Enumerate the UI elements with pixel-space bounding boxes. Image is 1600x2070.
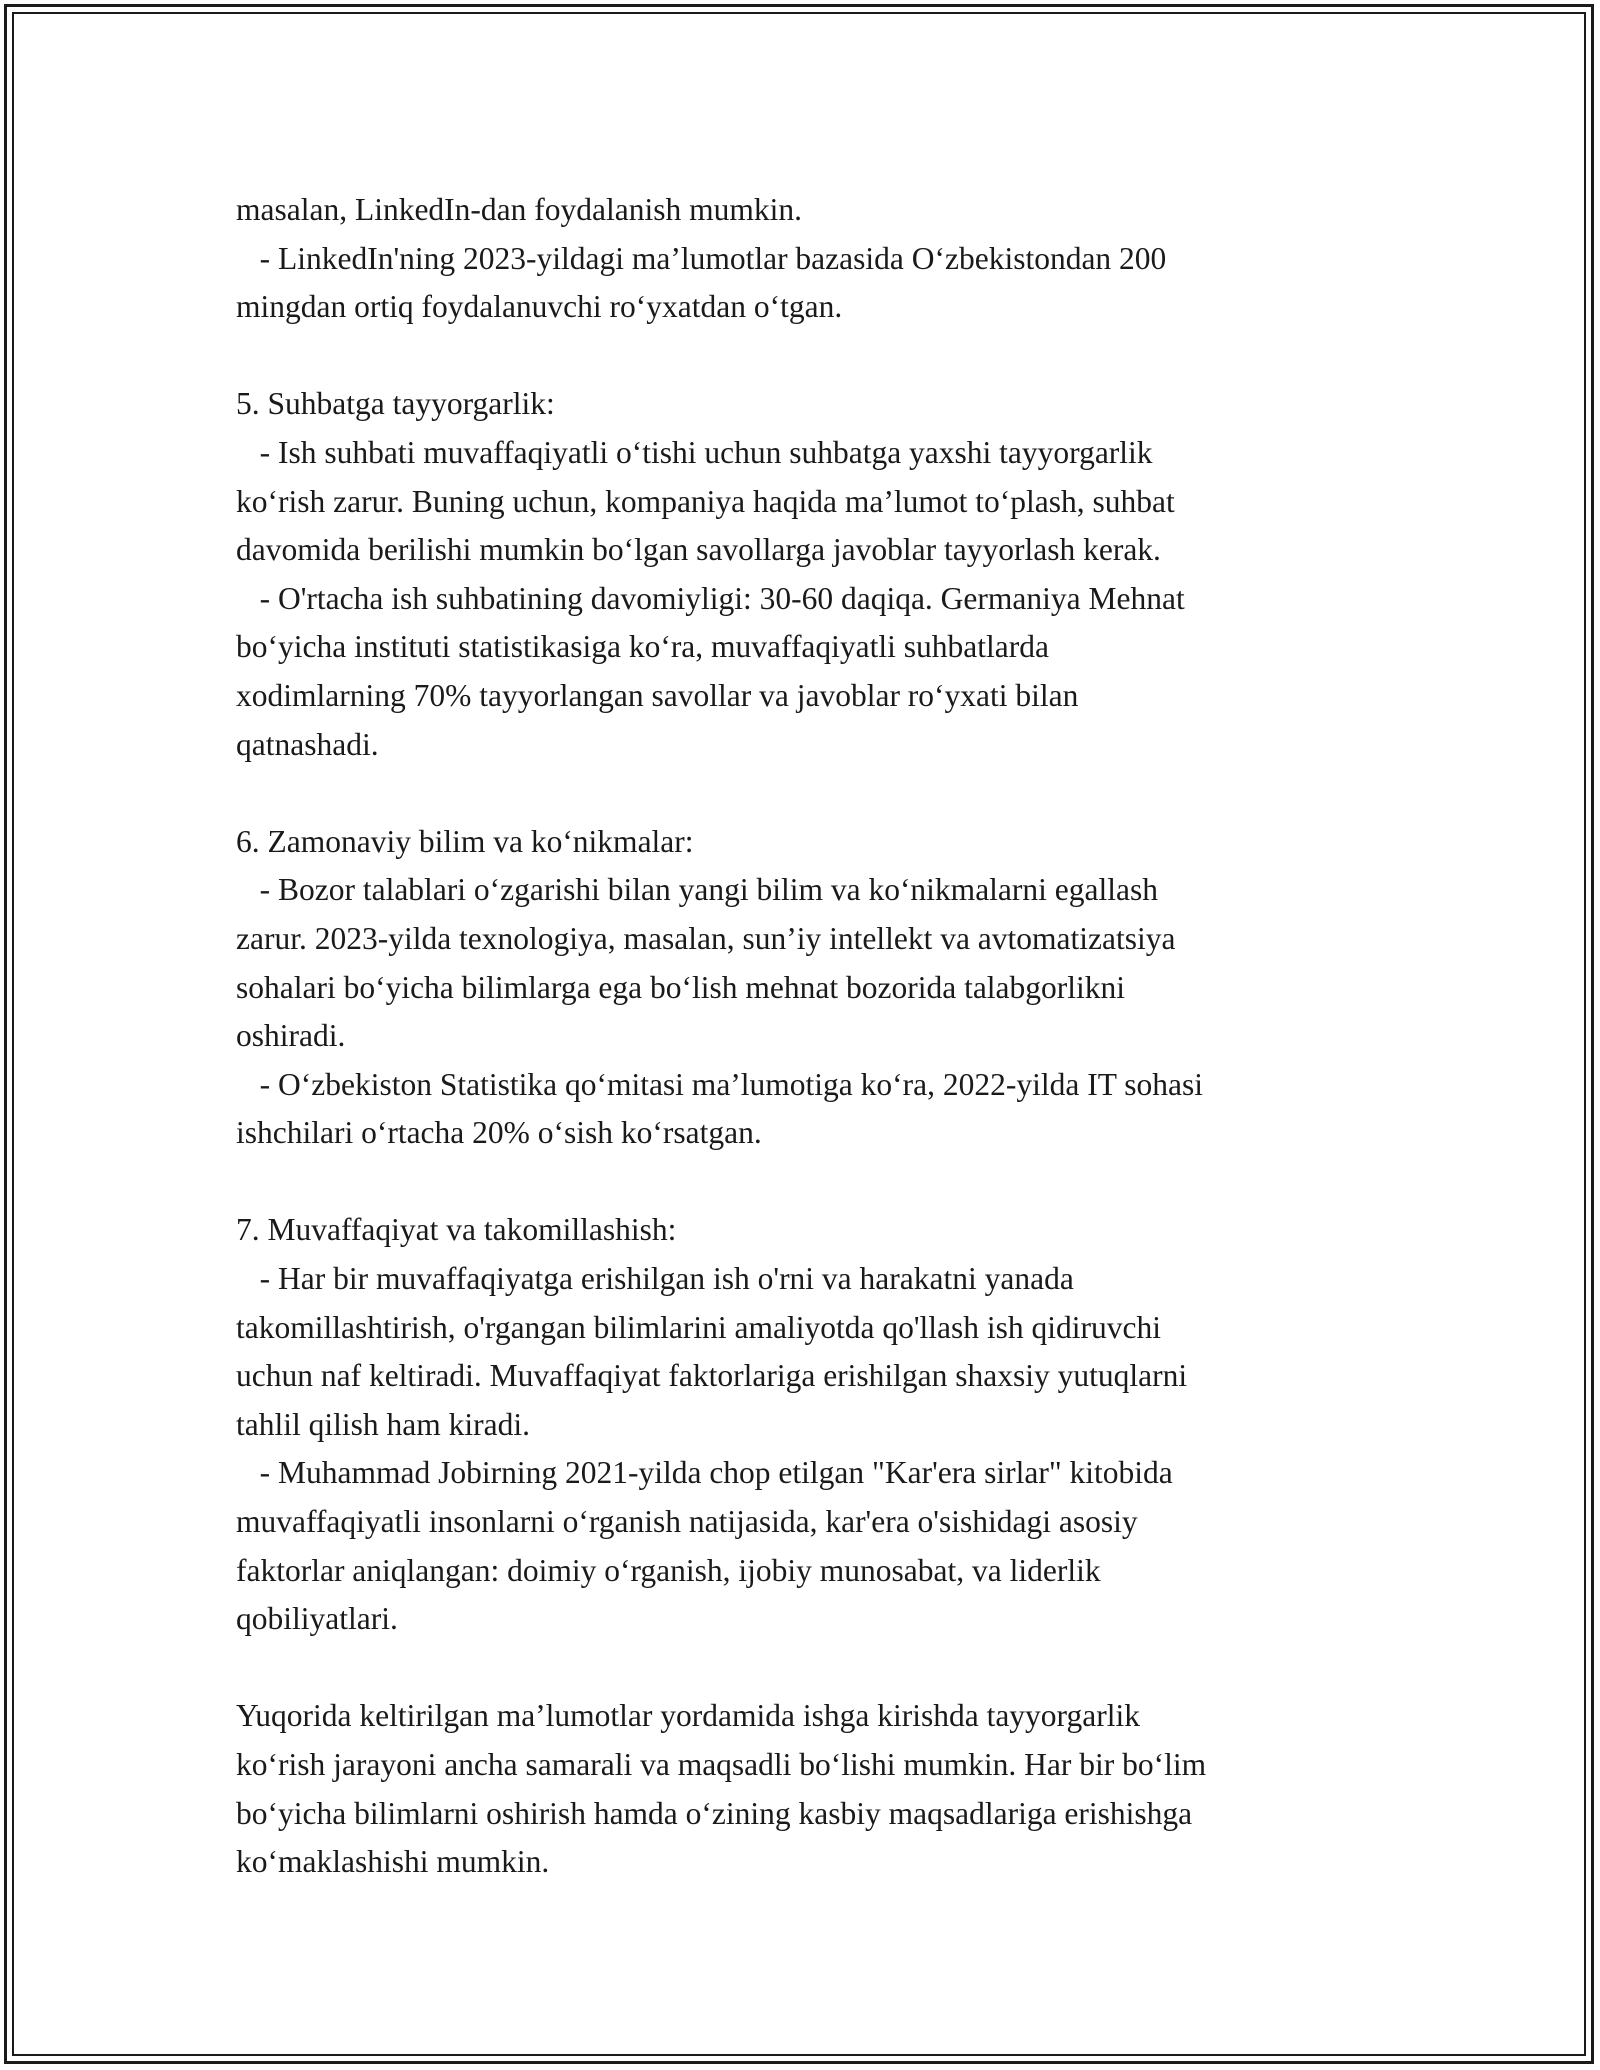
text-line: faktorlar aniqlangan: doimiy o‘rganish, ijobiy munosabat, va liderlik <box>236 1552 1101 1588</box>
text-line: ishchilari o‘rtacha 20% o‘sish ko‘rsatgan. <box>236 1115 762 1151</box>
text-line: - Ish suhbati muvaffaqiyatli o‘tishi uchun suhbatga yaxshi tayyorgarlik <box>236 434 1153 470</box>
text-line: - LinkedIn'ning 2023-yildagi ma’lumotlar bazasida O‘zbekistondan 200 <box>236 240 1167 276</box>
section-heading: 7. Muvaffaqiyat va takomillashish: <box>236 1212 677 1248</box>
text-line: ko‘maklashishi mumkin. <box>236 1844 550 1880</box>
section-heading: 5. Suhbatga tayyorgarlik: <box>236 386 555 422</box>
paragraph-gap <box>236 332 1386 381</box>
text-line: xodimlarning 70% tayyorlangan savollar va javoblar ro‘yxati bilan <box>236 677 1079 713</box>
text-line: bo‘yicha instituti statistikasiga ko‘ra, muvaffaqiyatli suhbatlarda <box>236 629 1049 665</box>
text-line: - Har bir muvaffaqiyatga erishilgan ish o'rni va harakatni yanada <box>236 1261 1074 1297</box>
text-line: - Bozor talablari o‘zgarishi bilan yangi bilim va ko‘nikmalarni egallash <box>236 872 1158 908</box>
text-line: oshiradi. <box>236 1018 346 1054</box>
text-line: uchun naf keltiradi. Muvaffaqiyat faktorlariga erishilgan shaxsiy yutuqlarni <box>236 1358 1188 1394</box>
text-line: davomida berilishi mumkin bo‘lgan savollarga javoblar tayyorlash kerak. <box>236 532 1161 568</box>
text-line: ko‘rish jarayoni ancha samarali va maqsadli bo‘lishi mumkin. Har bir bo‘lim <box>236 1747 1207 1782</box>
text-line: takomillashtirish, o'rgangan bilimlarini amaliyotda qo'llash ish qidiruvchi <box>236 1309 1162 1345</box>
text-line: ko‘rish zarur. Buning uchun, kompaniya haqida ma’lumot to‘plash, suhbat <box>236 483 1175 519</box>
paragraph-gap <box>236 1158 1386 1207</box>
text-line: masalan, LinkedIn-dan foydalanish mumkin. <box>236 192 802 227</box>
paragraph-gap <box>236 1644 1386 1693</box>
text-line: bo‘yicha bilimlarni oshirish hamda o‘zining kasbiy maqsadlariga erishishga <box>236 1795 1193 1831</box>
text-line: muvaffaqiyatli insonlarni o‘rganish natijasida, kar'era o'sishidagi asosiy <box>236 1504 1138 1540</box>
text-line: - Muhammad Jobirning 2021-yilda chop etilgan "Kar'era sirlar" kitobida <box>236 1455 1173 1491</box>
section-heading: 6. Zamonaviy bilim va ko‘nikmalar: <box>236 823 694 859</box>
paragraph-gap <box>236 769 1386 818</box>
text-line: qatnashadi. <box>236 726 379 762</box>
text-line: sohalari bo‘yicha bilimlarga ega bo‘lish mehnat bozorida talabgorlikni <box>236 969 1126 1005</box>
text-line: - O'rtacha ish suhbatining davomiyligi: 30-60 daqiqa. Germaniya Mehnat <box>236 580 1185 616</box>
text-line: Yuqorida keltirilgan ma’lumotlar yordamida ishga kirishda tayyorgarlik <box>236 1698 1140 1734</box>
text-line: tahlil qilish ham kiradi. <box>236 1406 530 1442</box>
document-body <box>236 186 1386 1887</box>
text-line: mingdan ortiq foydalanuvchi ro‘yxatdan o‘tgan. <box>236 289 843 325</box>
text-line: - O‘zbekiston Statistika qo‘mitasi ma’lumotiga ko‘ra, 2022-yilda IT sohasi <box>236 1066 1203 1102</box>
text-line: zarur. 2023-yilda texnologiya, masalan, sun’iy intellekt va avtomatizatsiya <box>236 920 1176 956</box>
text-line: qobiliyatlari. <box>236 1601 398 1637</box>
